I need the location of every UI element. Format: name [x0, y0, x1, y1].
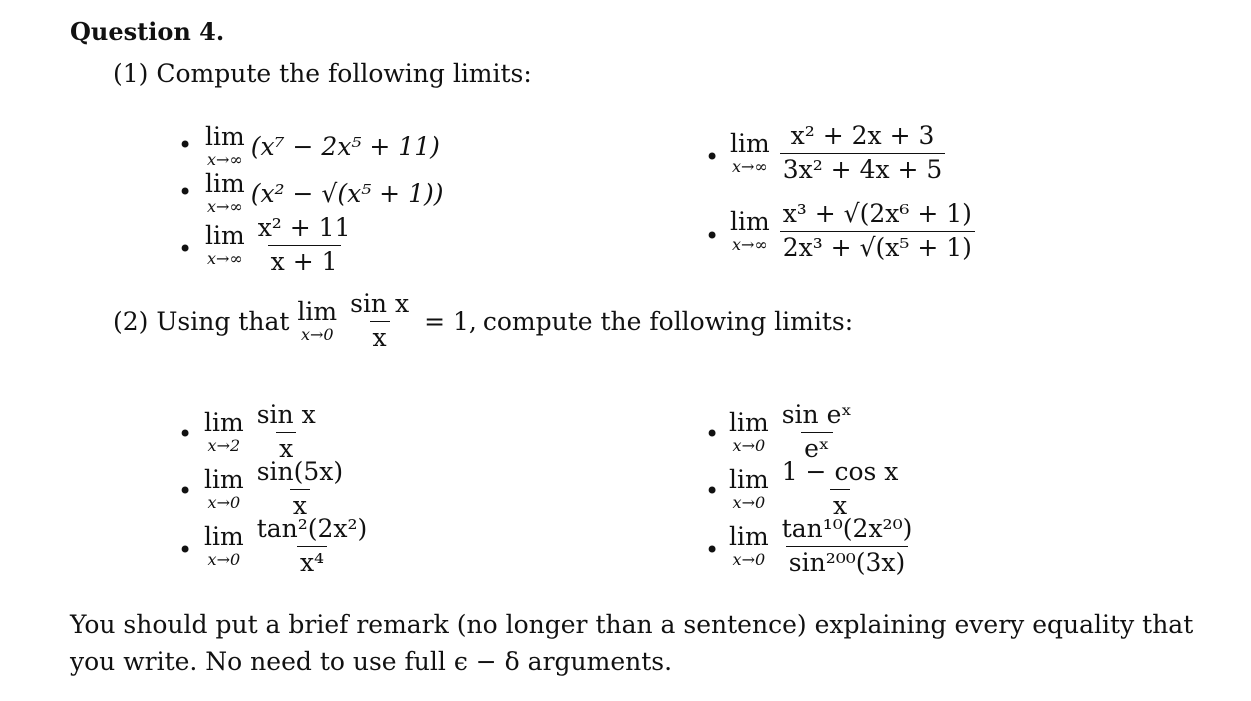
expression: (x² − √(x⁵ + 1))	[250, 178, 444, 208]
limit-item-1e	[730, 200, 979, 263]
lim-word: lim	[730, 129, 770, 159]
limit-item-2e	[729, 458, 905, 521]
limit-item-2d	[729, 401, 859, 464]
denominator: 2x³ + √(x⁵ + 1)	[780, 231, 975, 263]
bullet: •	[178, 178, 193, 206]
bullet: •	[178, 235, 193, 263]
part1-intro: (1) Compute the following limits:	[113, 59, 532, 88]
lim-word: lim	[729, 465, 769, 495]
question-title: Question 4.	[70, 17, 225, 46]
bullet: •	[178, 131, 193, 159]
bullet: •	[705, 420, 720, 448]
part2-intro-before: (2) Using that	[113, 306, 290, 336]
bullet: •	[705, 222, 720, 250]
numerator: x³ + √(2x⁶ + 1)	[782, 199, 972, 228]
lim-word: lim	[730, 207, 770, 237]
limit-item-1c	[205, 214, 357, 277]
denominator: x	[290, 489, 310, 521]
numerator: x² + 11	[257, 213, 351, 242]
bullet: •	[705, 477, 720, 505]
lim-sub: x→0	[207, 550, 241, 570]
lim-word: lim	[204, 465, 244, 495]
numerator: tan²(2x²)	[256, 514, 368, 543]
numerator: sin x	[350, 289, 410, 318]
denominator: x + 1	[268, 245, 341, 277]
lim-sub: x→2	[207, 436, 241, 456]
lim-sub: x→∞	[206, 150, 243, 170]
limit-item-2b	[204, 458, 350, 521]
denominator: sin²⁰⁰(3x)	[786, 546, 909, 578]
denominator: x	[370, 321, 390, 353]
lim-word: lim	[204, 522, 244, 552]
denominator: x	[830, 489, 850, 521]
lim-word: lim	[729, 408, 769, 438]
limit-item-2c	[204, 515, 374, 578]
numerator: sin(5x)	[256, 457, 344, 486]
expression: (x⁷ − 2x⁵ + 11)	[250, 131, 440, 161]
given-equals: = 1,	[424, 306, 477, 336]
bullet: •	[178, 420, 193, 448]
limit-item-2a	[204, 401, 323, 464]
lim-word: lim	[204, 408, 244, 438]
limit-item-1a	[205, 124, 440, 168]
bullet: •	[705, 143, 720, 171]
lim-sub: x→∞	[206, 249, 243, 269]
limit-item-1d	[730, 122, 949, 185]
bullet: •	[178, 536, 193, 564]
remark-paragraph: You should put a brief remark (no longer than a sentence) explaining every equality that you write. No need to use full ϵ − δ arguments.	[70, 610, 1194, 676]
bullet: •	[178, 477, 193, 505]
numerator: sin x	[256, 400, 316, 429]
numerator: x² + 2x + 3	[790, 121, 935, 150]
lim-sub: x→∞	[731, 235, 768, 255]
numerator: tan¹⁰(2x²⁰)	[781, 514, 913, 543]
denominator: 3x² + 4x + 5	[780, 153, 946, 185]
lim-sub: x→∞	[731, 157, 768, 177]
lim-sub: x→0	[732, 436, 766, 456]
lim-word: lim	[297, 297, 338, 327]
lim-word: lim	[205, 122, 245, 151]
lim-word: lim	[729, 522, 769, 552]
denominator: x⁴	[297, 546, 327, 578]
denominator: eˣ	[801, 432, 832, 464]
lim-sub: x→∞	[206, 197, 243, 217]
bullet: •	[705, 536, 720, 564]
part2-intro	[113, 290, 853, 353]
lim-sub: x→0	[732, 493, 766, 513]
lim-sub: x→0	[300, 325, 334, 345]
part2-intro-after: compute the following limits:	[482, 306, 854, 336]
numerator: sin eˣ	[781, 400, 852, 429]
limit-item-2f	[729, 515, 919, 578]
limit-item-1b	[205, 171, 443, 215]
lim-word: lim	[205, 169, 245, 198]
lim-word: lim	[205, 221, 245, 251]
numerator: 1 − cos x	[781, 457, 899, 486]
lim-sub: x→0	[207, 493, 241, 513]
lim-sub: x→0	[732, 550, 766, 570]
denominator: x	[276, 432, 296, 464]
